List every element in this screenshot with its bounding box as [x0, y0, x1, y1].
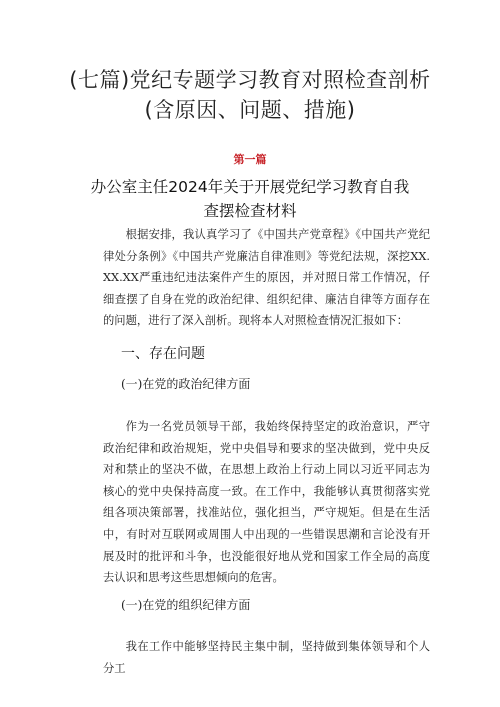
body-paragraph-organizational: 我在工作中能够坚持民主集中制，坚持做到集体领导和个人分工 — [103, 640, 430, 675]
section-title-line-2: 查摆检查材料 — [203, 202, 297, 220]
subheading-political-discipline: (一)在党的政治纪律方面 — [121, 377, 251, 391]
section-marker: 第一篇 — [233, 153, 267, 166]
document-title-line-1: (七篇)党纪专题学习教育对照检查剖析 — [69, 68, 431, 92]
heading-existing-problems: 一、存在问题 — [121, 346, 205, 362]
document-title-line-2: (含原因、问题、措施) — [144, 98, 356, 122]
body-paragraph-political: 作为一名党员领导干部，我始终保持坚定的政治意识，严守政治纪律和政治规矩，党中央倡导和要求的坚决做到，党中央反对和禁止的坚决不做，在思想上政治上行动上同以习近平同志为核心的党中央保持高度一致。在工作中，我能够认真贯彻落实党组各项决策部署，找准站位，强化担当，严守规矩。但是在生活中，有时对互联网或周围人中出现的一些错误思潮和言论没有开展及时的批评和斗争，也没能很好地从党和国家工作全局的高度去认识和思考这些思想倾向的危害。 — [103, 420, 430, 585]
section-title-line-1: 办公室主任2024年关于开展党纪学习教育自我 — [90, 178, 410, 196]
subheading-organizational-discipline: (一)在党的组织纪律方面 — [121, 598, 251, 612]
intro-paragraph: 根据安排，我认真学习了《中国共产党章程》《中国共产党纪律处分条例》《中国共产党廉洁自律准则》等党纪法规，深挖XX.XX.XX严重违纪违法案件产生的原因，并对照日常工作情况，仔细查摆了自身在党的政治纪律、组织纪律、廉洁自律等方面存在的问题，进行了深入剖析。现将本人对照检查情况汇报如下： — [103, 228, 430, 328]
